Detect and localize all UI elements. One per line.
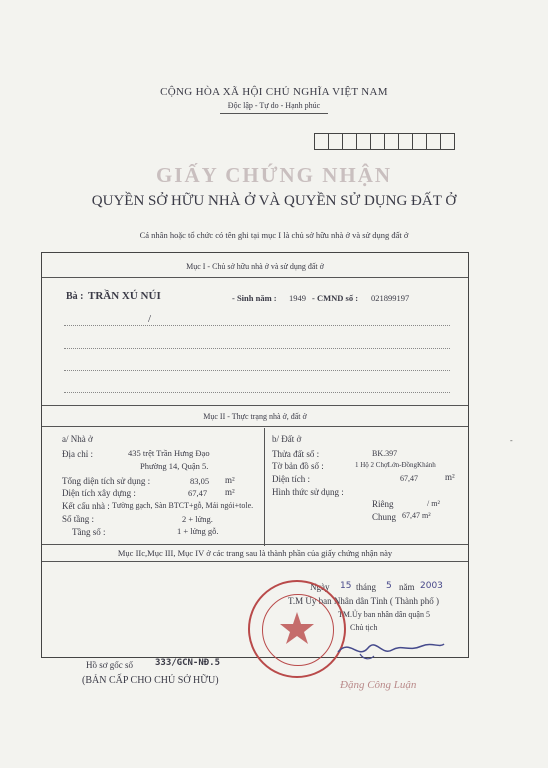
- owner-prefix: Bà :: [66, 291, 84, 302]
- built-area-unit: m²: [225, 487, 235, 497]
- floors-value: 2 + lửng.: [182, 514, 213, 524]
- floors-label: Số tầng :: [62, 514, 95, 524]
- used-area-unit: m²: [225, 475, 235, 485]
- address-line2: Phường 14, Quận 5.: [140, 461, 209, 471]
- plot-value: BK.397: [372, 449, 398, 458]
- national-motto: Độc lập - Tự do - Hạnh phúc: [227, 101, 321, 110]
- national-title: CỘNG HÒA XÃ HỘI CHỦ NGHĨA VIỆT NAM: [160, 86, 388, 98]
- used-area-label: Tổng diện tích sử dụng :: [62, 476, 151, 486]
- level-label: Tầng số :: [72, 527, 106, 537]
- shared-value: 67,47 m²: [402, 511, 431, 520]
- year-label: năm: [399, 582, 415, 592]
- certificate-title: GIẤY CHỨNG NHẬN: [155, 163, 393, 187]
- section1-heading: Mục I - Chủ sở hữu nhà ở và sử dụng đất ở: [186, 262, 324, 271]
- date-year: 2003: [420, 581, 443, 591]
- owner-name: TRẦN XÚ NÚI: [88, 290, 161, 302]
- land-area-label: Diện tích :: [272, 474, 310, 484]
- id-label: - CMND số :: [312, 293, 359, 303]
- land-title: b/ Đất ở: [272, 434, 302, 444]
- use-form-label: Hình thức sử dụng :: [272, 487, 344, 497]
- continuation-note: Mục IIc,Mục III, Mục IV ở các trang sau là thành phần của giấy chứng nhận này: [117, 548, 393, 558]
- edge-mark: -: [510, 436, 513, 445]
- structure-value: Tường gạch, Sàn BTCT+gỗ, Mái ngói+tole.: [112, 501, 254, 510]
- house-title: a/ Nhà ở: [62, 434, 93, 444]
- built-area-label: Diện tích xây dựng :: [62, 488, 136, 498]
- date-day: 15: [340, 581, 352, 591]
- motto-underline: [220, 113, 328, 114]
- land-area-value: 67,47: [400, 474, 418, 483]
- birth-year: 1949: [289, 293, 306, 303]
- signer-name: Đặng Công Luận: [340, 679, 417, 691]
- id-number: 021899197: [371, 293, 410, 303]
- section2-heading: Mục II - Thực trạng nhà ở, đất ở: [203, 412, 307, 421]
- private-value: / m²: [427, 499, 440, 508]
- date-month: 5: [386, 581, 392, 591]
- record-label: Hồ sơ gốc số: [86, 660, 134, 670]
- month-label: tháng: [356, 582, 376, 592]
- plot-label: Thửa đất số :: [272, 449, 320, 459]
- serial-number-boxes: [315, 133, 455, 150]
- record-note: (BẢN CẤP CHO CHỦ SỞ HỮU): [82, 675, 219, 686]
- map-value: 1 Hộ 2 ChợLớn-ĐồngKhánh: [355, 461, 436, 469]
- date-prefix: Ngày: [310, 582, 330, 592]
- shared-label: Chung: [372, 512, 397, 522]
- private-label: Riêng: [372, 499, 394, 509]
- certificate-subtitle: QUYỀN SỞ HỮU NHÀ Ở VÀ QUYỀN SỬ DỤNG ĐẤT Ở: [91, 193, 457, 209]
- record-number: 333/GCN-NĐ.5: [155, 658, 221, 668]
- address-line1: 435 trệt Trần Hưng Đạo: [128, 448, 210, 458]
- authority-line2: TM.Ủy ban nhân dân quận 5: [338, 610, 430, 619]
- used-area-value: 83,05: [190, 476, 210, 486]
- structure-label: Kết cấu nhà :: [62, 501, 110, 511]
- birth-label: - Sinh năm :: [232, 293, 277, 303]
- handwritten-signature: [330, 630, 450, 670]
- map-label: Tờ bản đồ số :: [272, 461, 324, 471]
- blank-slash: /: [148, 313, 152, 325]
- level-value: 1 + lửng gỗ.: [177, 526, 219, 536]
- built-area-value: 67,47: [188, 488, 208, 498]
- certificate-intro: Cá nhân hoặc tổ chức có tên ghi tại mục I là chủ sở hữu nhà ở và sử dụng đất ở: [139, 230, 409, 240]
- address-label: Địa chỉ :: [62, 449, 93, 459]
- authority-line1: T.M Ủy ban Nhân dân Tỉnh ( Thành phố ): [288, 596, 439, 606]
- authority-title: Chủ tịch: [350, 623, 378, 632]
- land-area-unit: m²: [445, 472, 455, 482]
